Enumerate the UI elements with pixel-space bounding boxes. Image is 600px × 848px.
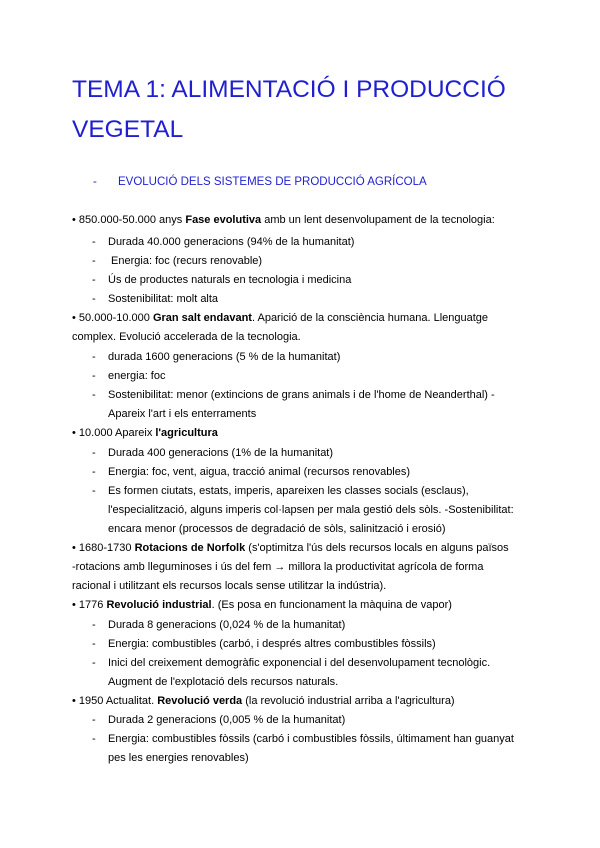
period-date: 850.000-50.000 anys — [78, 214, 186, 226]
list-dash: - — [92, 236, 96, 248]
period-name: Revolució industrial — [106, 599, 212, 611]
list-item: Durada 400 generacions (1% de la humanitat) — [108, 447, 334, 459]
list-item: Ús de productes naturals en tecnologia i medicina — [108, 274, 352, 286]
list-dash: - — [92, 293, 96, 305]
period-date: 1950 Actualitat. — [78, 695, 158, 707]
period-revolucio-verda — [72, 692, 455, 711]
period-name: Revolució verda — [157, 695, 243, 707]
list-dash: - — [92, 714, 96, 726]
list-item: durada 1600 generacions (5 % de la humanitat) — [108, 351, 341, 363]
list-dash: - — [92, 466, 96, 478]
period-desc: amb un lent desenvolupament de la tecnologia: — [261, 214, 495, 226]
bullet: • — [72, 427, 76, 439]
list-item: Energia: combustibles (carbó, i després altres combustibles fòssils) — [108, 638, 436, 650]
period-date: 50.000-10.000 — [78, 312, 153, 324]
bullet: • — [72, 542, 76, 554]
list-item: Inici del creixement demogràfic exponencial i del desenvolupament tecnològic. — [108, 657, 491, 669]
period-agricultura — [72, 424, 218, 443]
period-date: 10.000 Apareix — [78, 427, 156, 439]
list-item: Energia: foc (recurs renovable) — [108, 255, 263, 267]
list-dash: - — [92, 638, 96, 650]
period-date: 1680-1730 — [78, 542, 135, 554]
list-dash: - — [92, 351, 96, 363]
list-dash: - — [92, 733, 96, 745]
bullet: • — [72, 312, 76, 324]
period-name: Fase evolutiva — [185, 214, 262, 226]
list-dash: - — [92, 370, 96, 382]
subheading-dash: - — [93, 176, 97, 188]
list-dash: - — [92, 657, 96, 669]
period-name: l'agricultura — [155, 427, 218, 439]
period-name: Gran salt endavant — [152, 312, 252, 324]
list-item-cont: pes les energies renovables) — [108, 752, 249, 764]
period-name: Rotacions de Norfolk — [134, 542, 246, 554]
list-item: Sostenibilitat: menor (extincions de grans animals i de l'home de Neanderthal) - — [108, 389, 495, 401]
period-desc-cont: complex. Evolució accelerada de la tecnologia. — [72, 331, 301, 343]
period-date: 1776 — [78, 599, 107, 611]
list-item-cont: Augment de l'explotació dels recursos naturals. — [108, 676, 339, 688]
list-dash: - — [92, 447, 96, 459]
bullet: • — [72, 599, 76, 611]
list-item: energia: foc — [108, 370, 166, 382]
period-desc: . Aparició de la consciència humana. Llenguatge — [251, 312, 489, 324]
list-item: Sostenibilitat: molt alta — [108, 293, 219, 305]
list-item: Durada 2 generacions (0,005 % de la humanitat) — [108, 714, 346, 726]
bullet: • — [72, 214, 76, 226]
period-gran-salt — [72, 309, 488, 328]
period-revolucio-industrial — [72, 596, 452, 615]
list-dash: - — [92, 619, 96, 631]
list-dash: - — [92, 389, 96, 401]
list-item: Energia: foc, vent, aigua, tracció animal (recursos renovables) — [108, 466, 411, 478]
page-title: TEMA 1: ALIMENTACIÓ I PRODUCCIÓ VEGETAL — [72, 76, 506, 143]
period-desc-cont: -rotacions amb lleguminoses i ús del fem → millora la productivitat agrícola de forma — [72, 561, 484, 573]
list-item-cont: l'especialització, alguns imperis col·lapsen per mala gestió dels sòls. -Sostenibilitat: — [108, 504, 514, 516]
period-desc-cont: racional i utilitzant els recursos locals sense utilitzar la indústria). — [72, 580, 387, 592]
list-dash: - — [92, 255, 96, 267]
list-item: Energia: combustibles fòssils (carbó i combustibles fòssils, últimament han guanyat — [108, 733, 514, 745]
list-dash: - — [92, 485, 96, 497]
list-item-cont: Apareix l'art i els enterraments — [108, 408, 257, 420]
list-item: Durada 40.000 generacions (94% de la humanitat) — [108, 236, 355, 248]
period-desc: . (Es posa en funcionament la màquina de vapor) — [211, 599, 452, 611]
period-desc: (la revolució industrial arriba a l'agricultura) — [242, 695, 455, 707]
list-item-cont: encara menor (processos de degradació de sòls, salinització i erosió) — [108, 523, 446, 535]
period-desc: (s'optimitza l'ús dels recursos locals en alguns països — [245, 542, 509, 554]
list-dash: - — [92, 274, 96, 286]
section-subheading: EVOLUCIÓ DELS SISTEMES DE PRODUCCIÓ AGRÍCOLA — [118, 176, 427, 188]
bullet: • — [72, 695, 76, 707]
list-item: Es formen ciutats, estats, imperis, apareixen les classes socials (esclaus), — [108, 485, 469, 497]
period-fase-evolutiva — [72, 211, 495, 230]
list-item: Durada 8 generacions (0,024 % de la humanitat) — [108, 619, 346, 631]
period-norfolk — [72, 539, 509, 558]
